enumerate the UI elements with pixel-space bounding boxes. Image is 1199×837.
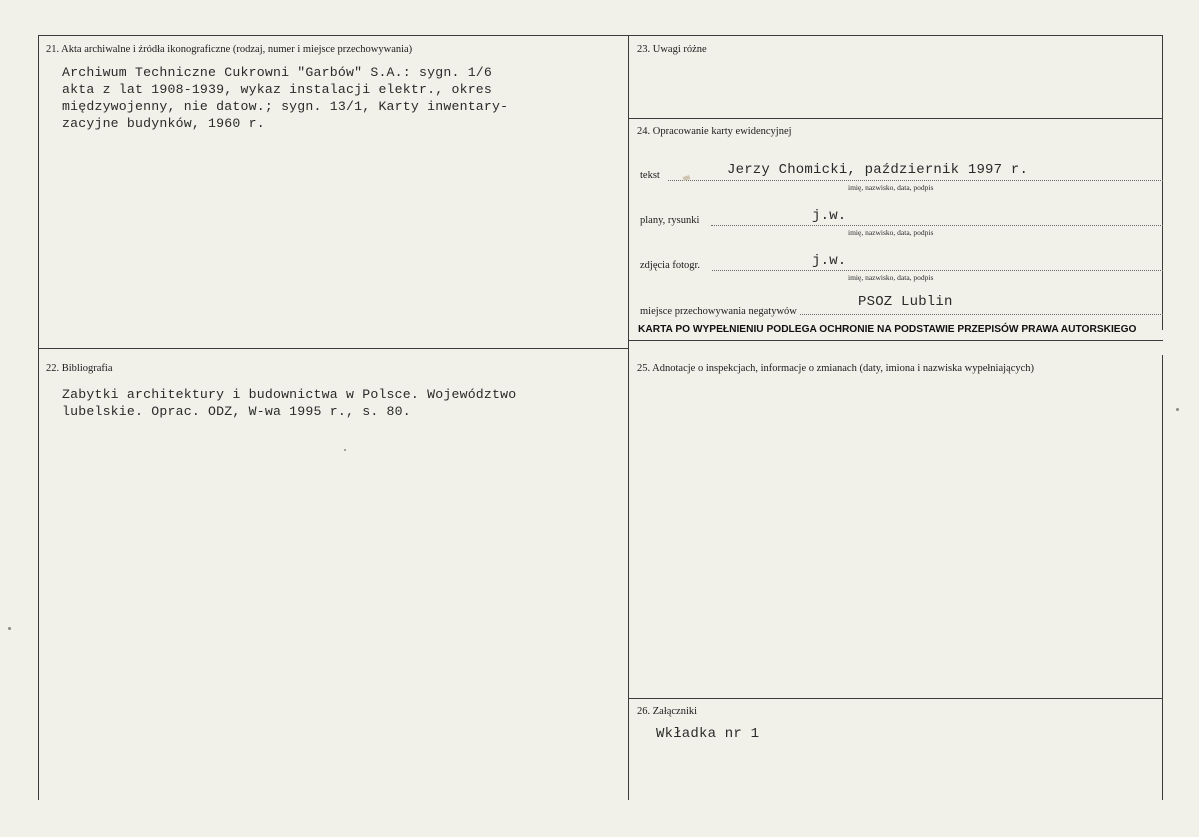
field-26-label: 26. Załączniki (637, 706, 698, 717)
field-23-bottom-rule (628, 118, 1163, 119)
field-22-content: Zabytki architektury i budownictwa w Polsce. Województwo lubelskie. Oprac. ODZ, W-wa 1995 r., s. 80. (62, 387, 517, 419)
frame-right-rule-upper (1162, 35, 1163, 330)
field-24-row-2-value: j.w. (812, 253, 847, 269)
field-24-row-2-label: zdjęcia fotogr. (640, 260, 701, 271)
field-24-row-2-dotline (712, 270, 1163, 271)
field-25-label: 25. Adnotacje o inspekcjach, informacje o zmianach (daty, imiona i nazwiska wypełniających) (637, 363, 1035, 374)
field-24-row-0-dotline (668, 180, 1163, 181)
field-24-row-1-value: j.w. (812, 208, 847, 224)
field-22-label: 22. Bibliografia (46, 363, 113, 374)
field-24-row-3-label: miejsce przechowywania negatywów (640, 306, 797, 317)
field-23-label: 23. Uwagi różne (637, 44, 707, 55)
field-21-label: 21. Akta archiwalne i źródła ikonograficzne (rodzaj, numer i miejsce przechowywania) (46, 44, 413, 55)
field-24-row-1-sublabel: imię, nazwisko, data, podpis (848, 228, 934, 237)
copyright-notice: KARTA PO WYPEŁNIENIU PODLEGA OCHRONIE NA PODSTAWIE PRZEPISÓW PRAWA AUTORSKIEGO (638, 324, 1137, 335)
frame-top-rule (38, 35, 1163, 36)
field-21-content: Archiwum Techniczne Cukrowni "Garbów" S.A.: sygn. 1/6 akta z lat 1908-1939, wykaz instalacji elektr., okres międzywojenny, nie datow.; sygn. 13/1, Karty inwentary- zacyjne budynków, 1960 r. (62, 65, 509, 131)
field-24-row-3-dotline (800, 314, 1163, 315)
field-24-row-1-dotline (711, 225, 1163, 226)
field-24-label: 24. Opracowanie karty ewidencyjnej (637, 126, 792, 137)
scan-speck-2 (1176, 408, 1179, 411)
field-24-row-0-value: Jerzy Chomicki, październik 1997 r. (727, 162, 1029, 178)
field-24-bottom-rule (628, 340, 1163, 341)
field-24-row-3-value: PSOZ Lublin (858, 294, 953, 310)
field-24-row-0-sublabel: imię, nazwisko, data, podpis (848, 183, 934, 192)
field-24-row-0-label: tekst (640, 170, 660, 181)
frame-right-rule-lower (1162, 355, 1163, 800)
field-24-row-2-sublabel: imię, nazwisko, data, podpis (848, 273, 934, 282)
frame-left-rule (38, 35, 39, 800)
scan-speck-1 (8, 627, 11, 630)
left-divider-rule (38, 348, 628, 349)
field-26-content: Wkładka nr 1 (656, 726, 760, 742)
frame-center-rule (628, 35, 629, 800)
scan-speck-3 (344, 449, 346, 451)
field-24-row-1-label: plany, rysunki (640, 215, 700, 226)
field-25-bottom-rule (628, 698, 1163, 699)
